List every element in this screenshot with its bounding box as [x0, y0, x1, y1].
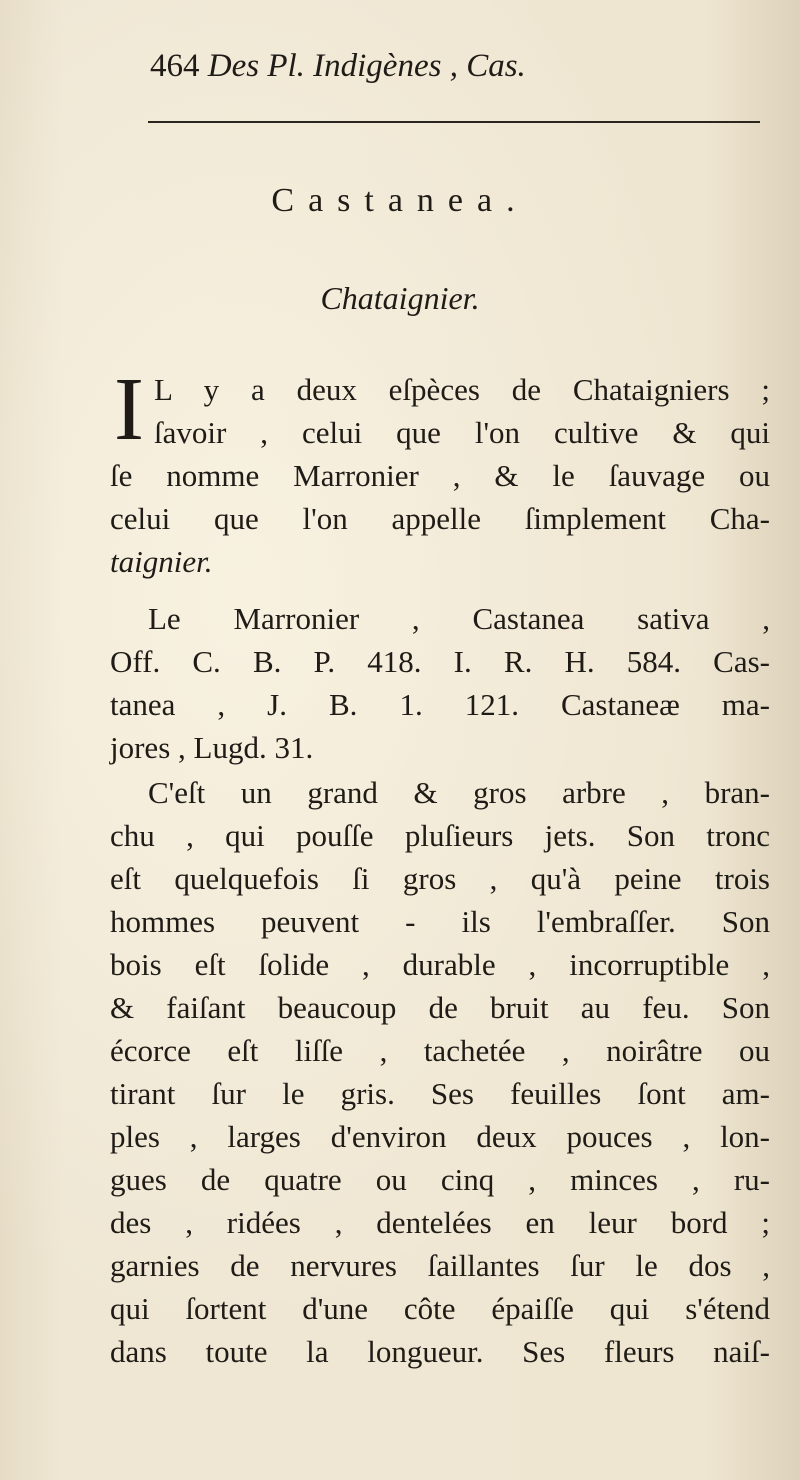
text-line: celui que l'on appelle ſimplement Cha- [110, 501, 770, 536]
paragraph-3 [110, 771, 770, 1373]
text-line: & faiſant beaucoup de bruit au feu. Son [110, 990, 770, 1025]
text-line: ſe nomme Marronier , & le ſauvage ou [110, 458, 770, 493]
text-line: taignier. [110, 544, 213, 579]
paragraph-1 [110, 360, 770, 583]
text-line: dans toute la longueur. Ses fleurs naiſ- [110, 1334, 770, 1369]
text-line: bois eſt ſolide , durable , incorruptible , [110, 947, 770, 982]
text-line: écorce eſt liſſe , tachetée , noirâtre ou [110, 1033, 770, 1068]
paragraph-2 [110, 597, 770, 769]
text-line: tanea , J. B. 1. 121. Castaneæ ma- [110, 687, 770, 722]
header-rule [148, 121, 760, 123]
section-subtitle: Chataignier. [320, 280, 480, 316]
text-line: jores , Lugd. 31. [110, 730, 314, 765]
text-line: L y a deux eſpèces de Chataigniers ; [153, 372, 770, 407]
running-title: Des Pl. Indigènes , Cas. [207, 48, 526, 84]
text-line: gues de quatre ou cinq , minces , ru- [110, 1162, 770, 1197]
text-line: hommes peuvent - ils l'embraſſer. Son [110, 904, 770, 939]
drop-cap: I [114, 360, 144, 459]
text-line: ples , larges d'environ deux pouces , lon- [110, 1119, 770, 1154]
text-line: chu , qui pouſſe pluſieurs jets. Son tronc [110, 818, 770, 853]
text-line: Le Marronier , Castanea sativa , [148, 601, 770, 636]
section-title: Castanea. [271, 182, 529, 219]
text-line: garnies de nervures ſaillantes ſur le dos , [110, 1248, 770, 1283]
text-line: eſt quelquefois ſi gros , qu'à peine trois [110, 861, 770, 896]
page-number: 464 [150, 48, 200, 84]
body-text [110, 360, 770, 1373]
running-header [150, 48, 526, 85]
text-line: C'eſt un grand & gros arbre , bran- [148, 775, 770, 810]
text-line: qui ſortent d'une côte épaiſſe qui s'étend [110, 1291, 770, 1326]
text-line: Off. C. B. P. 418. I. R. H. 584. Cas- [110, 644, 770, 679]
text-line: tirant ſur le gris. Ses feuilles ſont am- [110, 1076, 770, 1111]
text-line: des , ridées , dentelées en leur bord ; [110, 1205, 770, 1240]
text-line: ſavoir , celui que l'on cultive & qui [153, 415, 770, 450]
